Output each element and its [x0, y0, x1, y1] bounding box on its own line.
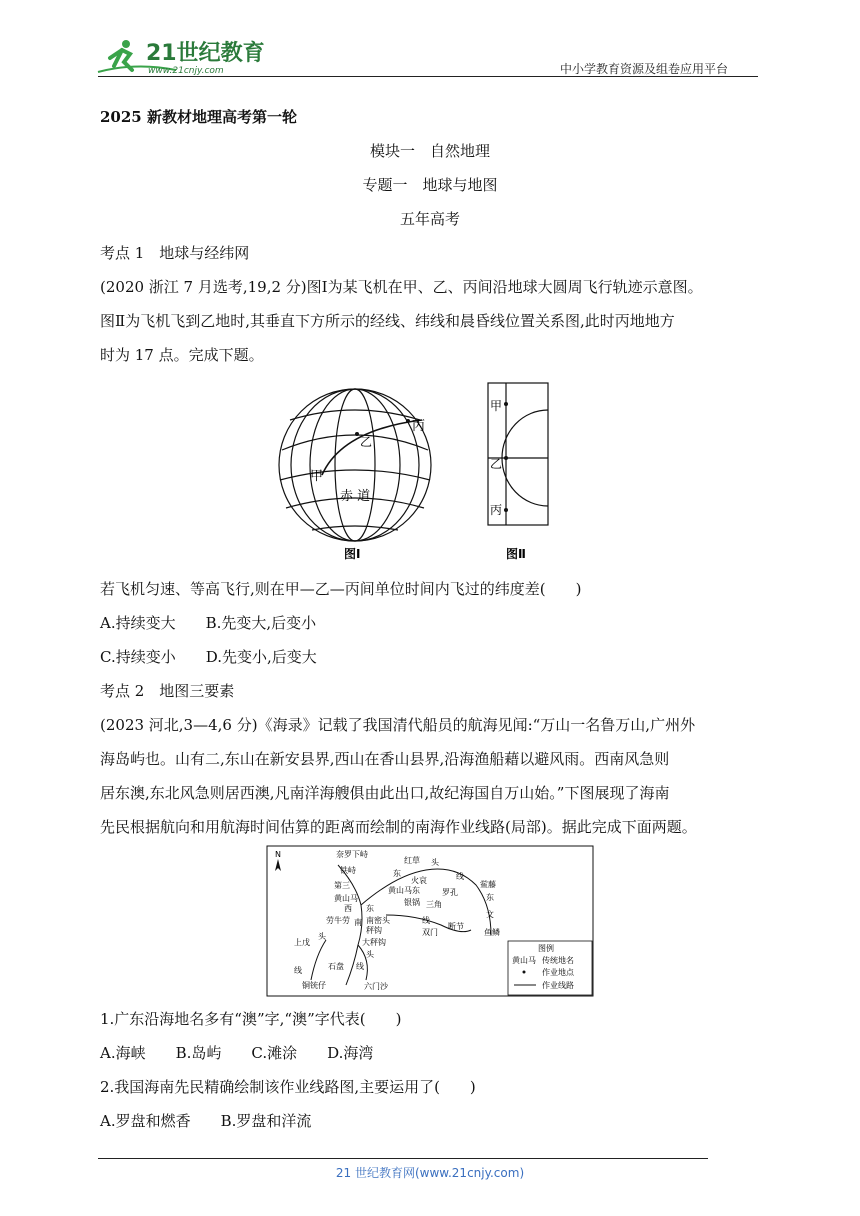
svg-text:第三: 第三: [334, 881, 350, 890]
kp2-intro-line: (2023 河北,3—4,6 分)《海录》记载了我国清代船员的航海见闻:“万山一名鲁万山,广州外: [100, 716, 696, 734]
svg-text:铁峙: 铁峙: [340, 866, 356, 875]
svg-text:头: 头: [431, 858, 439, 867]
svg-text:东: 东: [486, 893, 494, 902]
kp1-heading: 考点 1 地球与经纬网: [100, 244, 250, 262]
globe-figure: [272, 380, 572, 565]
svg-text:双门: 双门: [422, 928, 438, 937]
fig2-label-bing: 丙: [490, 503, 503, 517]
svg-text:劳牛劳: 劳牛劳: [326, 916, 350, 925]
label-equator: 赤 道: [340, 489, 371, 504]
kp1-intro-line: 图Ⅱ为飞机飞到乙地时,其垂直下方所示的经线、纬线和晨昏线位置关系图,此时丙地地方: [100, 312, 675, 330]
svg-text:线: 线: [422, 916, 430, 925]
section-title: 五年高考: [399, 210, 460, 228]
svg-text:传统地名: 传统地名: [542, 956, 574, 965]
globe-diagram: [279, 389, 431, 541]
svg-text:铜铳仔: 铜铳仔: [302, 981, 326, 990]
logo-url: www.21cnjy.com: [148, 66, 224, 76]
kp2-q2: 2.我国海南先民精确绘制该作业线路图,主要运用了( ): [100, 1078, 476, 1096]
label-jia: 甲: [310, 469, 324, 484]
svg-text:线: 线: [356, 962, 364, 971]
kp1-options-row: A.持续变大 B.先变大,后变小: [100, 614, 317, 632]
kp2-heading: 考点 2 地图三要素: [100, 682, 235, 700]
svg-text:线: 线: [456, 872, 464, 881]
svg-text:南密头: 南密头: [366, 916, 390, 925]
fig2-label-jia: 甲: [490, 399, 503, 413]
map-legend: [508, 941, 592, 995]
logo-text: 21世纪教育: [146, 41, 265, 66]
svg-text:头: 头: [318, 932, 326, 941]
svg-text:黄山马: 黄山马: [512, 956, 536, 965]
svg-text:作业线路: 作业线路: [542, 981, 574, 990]
fig1-caption: 图Ⅰ: [344, 547, 361, 561]
svg-text:东: 东: [393, 869, 401, 878]
kp2-intro-line: 先民根据航向和用航海时间估算的距离而绘制的南海作业线路(局部)。据此完成下面两题。: [100, 818, 697, 836]
label-yi: 乙: [360, 435, 373, 449]
svg-text:上戊: 上戊: [294, 938, 310, 947]
svg-text:红草: 红草: [404, 856, 420, 865]
svg-text:黄山马东: 黄山马东: [388, 886, 420, 895]
header-slogan: 中小学教育资源及组卷应用平台: [560, 62, 729, 76]
svg-text:秤钩: 秤钩: [366, 926, 382, 935]
kp2-q2-options: A.罗盘和燃香 B.罗盘和洋流: [100, 1112, 312, 1130]
svg-text:头: 头: [366, 950, 374, 959]
svg-text:鲎藤: 鲎藤: [480, 880, 496, 889]
svg-text:N: N: [275, 850, 281, 859]
label-bing: 丙: [412, 419, 426, 434]
svg-text:鱼鳞: 鱼鳞: [484, 928, 500, 937]
svg-text:奈罗下峙: 奈罗下峙: [336, 850, 368, 859]
svg-text:银锅: 银锅: [404, 898, 420, 907]
svg-text:火哀: 火哀: [411, 876, 427, 885]
kp1-question: 若飞机匀速、等高飞行,则在甲—乙—丙间单位时间内飞过的纬度差( ): [100, 580, 582, 598]
site-logo: [96, 36, 266, 76]
svg-text:断节: 断节: [448, 922, 464, 931]
kp2-intro-line: 居东澳,东北风急则居西澳,凡南洋海艘俱由此出口,故纪海国自万山始。”下图展现了海南: [100, 784, 670, 802]
svg-text:西: 西: [344, 904, 352, 913]
svg-text:大秤钩: 大秤钩: [362, 938, 386, 947]
svg-text:黄山马: 黄山马: [334, 894, 358, 903]
svg-text:罗孔: 罗孔: [442, 888, 458, 897]
footer-link[interactable]: 21 世纪教育网(www.21cnjy.com): [335, 1166, 525, 1180]
svg-text:作业地点: 作业地点: [542, 968, 574, 977]
doc-title: 2025 新教材地理高考第一轮: [100, 108, 297, 126]
header-rule: [98, 76, 758, 77]
topic-title: 专题一 地球与地图: [362, 176, 498, 194]
svg-text:东: 东: [366, 904, 374, 913]
fig2-caption: 图Ⅱ: [506, 547, 526, 561]
kp2-q1-options: A.海峡 B.岛屿 C.滩涂 D.海湾: [100, 1044, 374, 1062]
kp2-q1: 1.广东沿海地名多有“澳”字,“澳”字代表( ): [100, 1010, 402, 1028]
svg-text:文: 文: [486, 910, 494, 919]
svg-text:图例: 图例: [538, 944, 554, 953]
kp2-intro-line: 海岛屿也。山有二,东山在新安县界,西山在香山县界,沿海渔船藉以避风雨。西南风急则: [100, 750, 670, 768]
svg-text:三角: 三角: [426, 900, 442, 909]
svg-text:六门沙: 六门沙: [364, 982, 388, 991]
kp1-options-row: C.持续变小 D.先变小,后变大: [100, 648, 317, 666]
svg-text:南: 南: [354, 918, 362, 927]
kp1-intro-line: (2020 浙江 7 月选考,19,2 分)图Ⅰ为某飞机在甲、乙、丙间沿地球大圆周飞行轨迹示意图。: [100, 278, 703, 296]
svg-text:石盘: 石盘: [328, 962, 344, 971]
kp1-intro-line: 时为 17 点。完成下题。: [100, 346, 264, 364]
svg-text:线: 线: [294, 966, 302, 975]
module-title: 模块一 自然地理: [369, 142, 490, 160]
route-map: [266, 845, 594, 997]
fig2-label-yi: 乙: [490, 457, 503, 471]
footer-rule: [98, 1158, 708, 1159]
